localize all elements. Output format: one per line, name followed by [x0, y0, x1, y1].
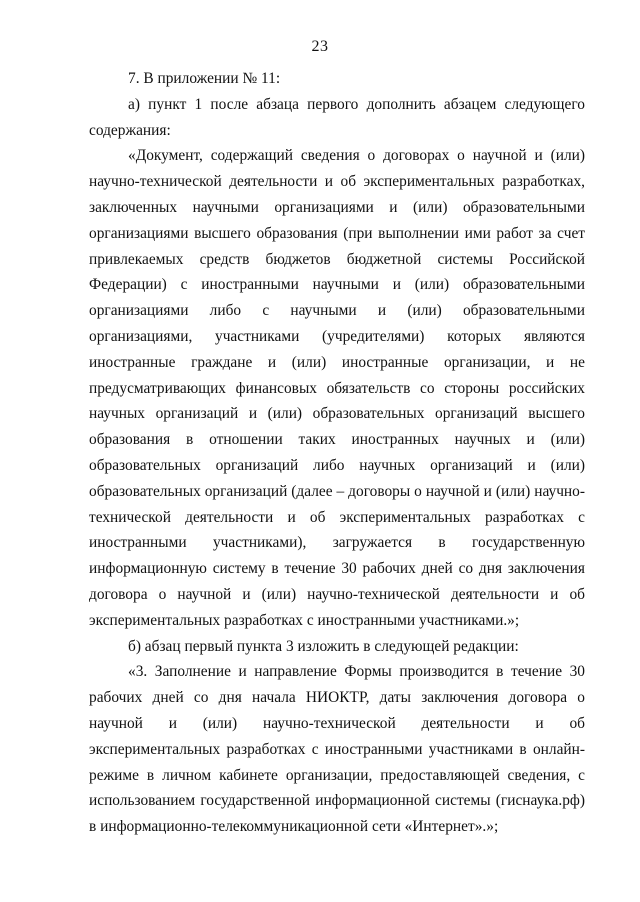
document-body	[89, 66, 585, 840]
section-heading: 7. В приложении № 11:	[128, 70, 281, 87]
paragraph-quoted-text-1: «Документ, содержащий сведения о договорах о научной и (или) научно-технической деятельности и об экспериментальных разработках, заключенных научными организациями и (или) образовательными организациями высшего образования (при выполнении ими работ за счет привлекаемых средств бюджетов бюджетной системы Российской Федерации) с иностранными научными и (или) образовательными организациями либо с научными и (или) образовательными организациями, участниками (учредителями) которых являются иностранные граждане и (или) иностранные организации, и не предусматривающих финансовых обязательств со стороны российских научных организаций и (или) образовательных организаций высшего образования в отношении таких иностранных научных и (или) образовательных организаций либо научных организаций и (или) образовательных организаций (далее – договоры о научной и (или) научно-технической деятельности и об экспериментальных разработках с иностранными участниками), загружается в государственную информационную систему в течение 30 рабочих дней со дня заключения договора о научной и (или) научно-технической деятельности и об экспериментальных разработках с иностранными участниками.»;	[89, 147, 585, 629]
paragraph-quoted-text-2: «3. Заполнение и направление Формы производится в течение 30 рабочих дней со дня начала НИОКТР, даты заключения договора о научной и (или) научно-технической деятельности и об экспериментальных разработках с иностранными участниками в онлайн-режиме в личном кабинете организации, предоставляющей сведения, с использованием государственной информационной системы (гиснаука.рф) в информационно-телекоммуникационной сети «Интернет».»;	[89, 663, 585, 836]
paragraph-amendment-b: б) абзац первый пункта 3 изложить в следующей редакции:	[128, 637, 519, 655]
paragraph-amendment-a: а) пункт 1 после абзаца первого дополнить абзацем следующего содержания:	[89, 95, 585, 139]
page-number: 23	[311, 38, 329, 55]
